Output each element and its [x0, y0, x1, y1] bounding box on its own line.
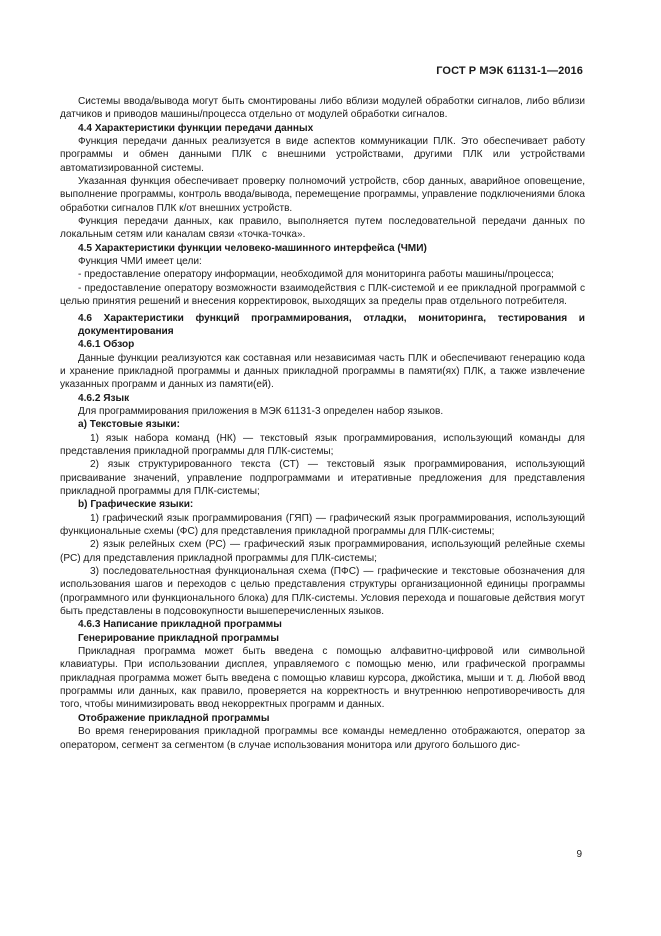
section-heading: 4.6.2 Язык — [78, 392, 130, 404]
section-heading: Отображение прикладной программы — [78, 712, 270, 724]
paragraph: Функция передачи данных, как правило, выполняется путем последовательной передачи данных по локальным сетям или каналам связи «точка-точка». — [60, 216, 585, 241]
page-number: 9 — [576, 849, 582, 860]
paragraph: 1) язык набора команд (НК) — текстовый язык программирования, использующий команды для представления прикладной программы для ПЛК-системы; — [60, 432, 585, 457]
section-heading: Генерирование прикладной программы — [78, 632, 279, 644]
paragraph: Указанная функция обеспечивает проверку полномочий устройств, сбор данных, аварийное оповещение, выполнение программы, контроль ввода/вывода, перемещение программы, управление подключениями блока обработки сигналов ПЛК к/от внешних устройств. — [60, 176, 585, 214]
section-heading: 4.6 Характеристики функций программирования, отладки, мониторинга, тестирования и документирования — [78, 312, 585, 337]
paragraph: Функция ЧМИ имеет цели: — [78, 256, 202, 268]
paragraph: Во время генерирования прикладной программы все команды немедленно отображаются, оператор за оператором, сегмент за сегментом (в случае использования монитора или другого большого дис- — [60, 726, 585, 751]
paragraph: 1) графический язык программирования (ГЯП) — графический язык программирования, использующий функциональные схемы (ФС) для представления прикладной программы для ПЛК-системы; — [60, 512, 585, 537]
paragraph: - предоставление оператору возможности взаимодействия с ПЛК-системой и ее прикладной программой с целью принятия решений и внесения корректировок, выходящих за пределы прав отдельного потребителя. — [60, 282, 585, 308]
paragraph: Данные функции реализуются как составная или независимая часть ПЛК и обеспечивают генерацию кода и хранение прикладной программы и данных прикладной программы в памяти(ях) ПЛК, а также извлечение указанных программ и данных из памяти(ей). — [60, 352, 585, 391]
section-heading: 4.5 Характеристики функции человеко-машинного интерфейса (ЧМИ) — [78, 242, 427, 254]
page-header: ГОСТ Р МЭК 61131-1—2016 — [436, 65, 583, 77]
paragraph: - предоставление оператору информации, необходимой для мониторинга работы машины/процесса; — [78, 269, 554, 281]
paragraph: 3) последовательностная функциональная схема (ПФС) — графические и текстовые обозначения для использования шагов и переходов с целью представления структуры организационной единицы программы (программного или функционального блока) для ПЛК-системы. Условия перехода и пошаговые действия могут быть представлены в подсовокупности вышеперечисленных языков. — [60, 566, 585, 618]
section-heading: b) Графические языки: — [78, 499, 194, 511]
paragraph: Системы ввода/вывода могут быть смонтированы либо вблизи модулей обработки сигналов, либо вблизи датчиков и приводов машины/процесса отдельно от модулей обработки сигналов. — [60, 96, 585, 121]
page-content — [60, 95, 585, 752]
section-heading: 4.4 Характеристики функции передачи данных — [78, 122, 314, 134]
paragraph: 2) язык структурированного текста (СТ) — текстовый язык программирования, использующий присваивание значений, управление подпрограммами и итеративные предложения для представления прикладной программы для ПЛК-системы; — [60, 459, 585, 497]
paragraph: Для программирования приложения в МЭК 61131-3 определен набор языков. — [78, 405, 444, 417]
section-heading: 4.6.1 Обзор — [78, 339, 135, 351]
section-heading: а) Текстовые языки: — [78, 419, 180, 431]
paragraph: 2) язык релейных схем (РС) — графический язык программирования, использующий релейные схемы (РС) для представления прикладной программы для ПЛК-системы; — [60, 539, 585, 564]
paragraph: Прикладная программа может быть введена с помощью алфавитно-цифровой или символьной клавиатуры. При использовании дисплея, управляемого с помощью меню, или графической программы прикладная программа может быть введена с помощью клавиш курсора, джойстика, мыши и т. д. Любой ввод программы или данных, как правило, проверяется на корректность и внутреннюю непротиворечивость для того, чтобы минимизировать ввод некорректных программ и данных. — [60, 646, 585, 711]
paragraph: Функция передачи данных реализуется в виде аспектов коммуникации ПЛК. Это обеспечивает работу программы и обмен данными ПЛК с внешними устройствами, другими ПЛК или устройствами автоматизированной системы. — [60, 136, 585, 174]
section-heading: 4.6.3 Написание прикладной программы — [78, 619, 282, 631]
